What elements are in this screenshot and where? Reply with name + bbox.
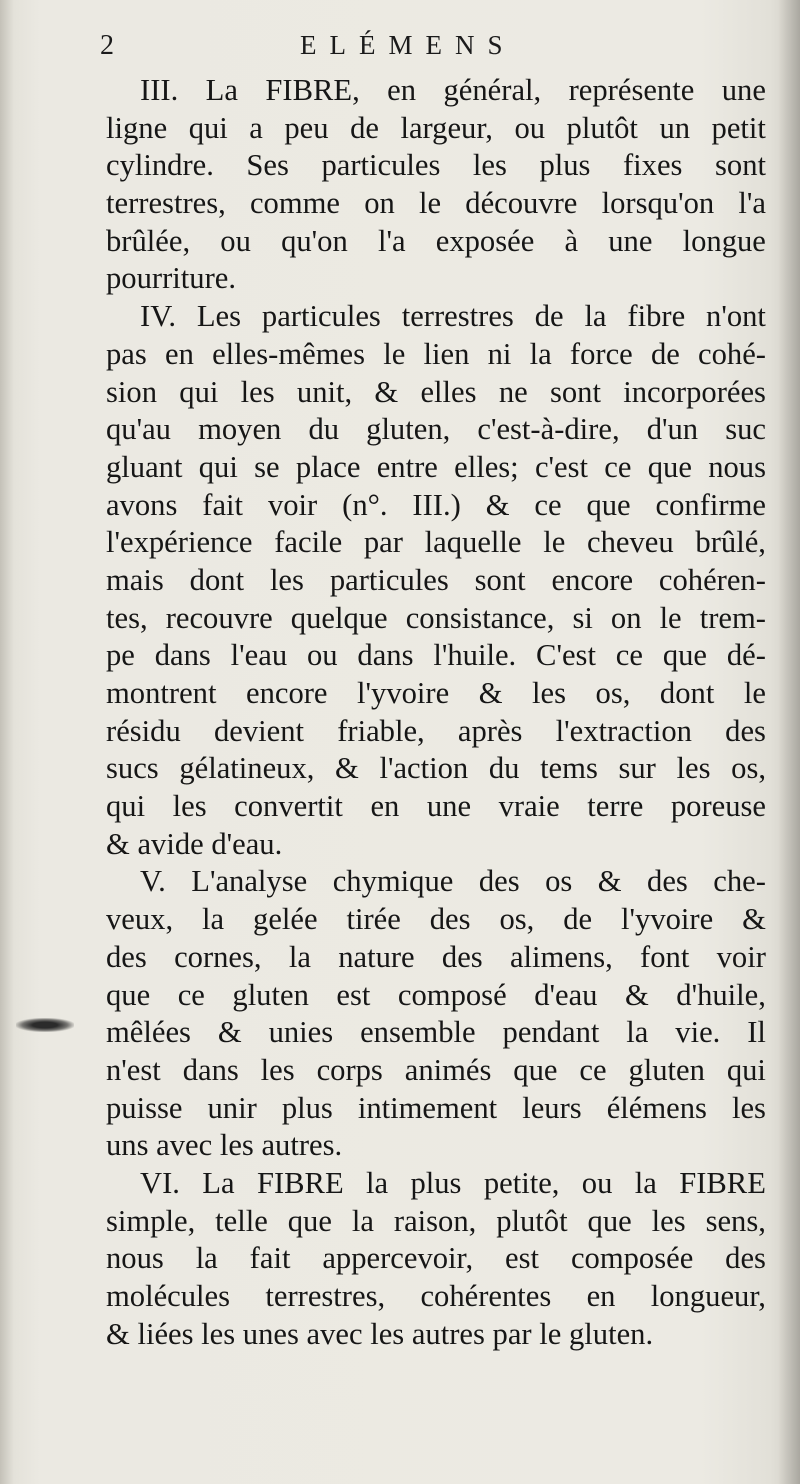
text-line: molécules terrestres, cohérentes en longueur, (106, 1279, 766, 1313)
text-line: simple, telle que la raison, plutôt que les sens, (106, 1203, 766, 1238)
text-line: mais dont les particules sont encore cohéren- (106, 562, 766, 597)
text-line: gluant qui se place entre elles; c'est ce que nous (106, 449, 766, 484)
text-line: pourriture. (106, 261, 236, 296)
body-text (106, 72, 766, 1353)
running-head (100, 30, 760, 70)
text-line: l'expérience facile par laquelle le cheveu brûlé, (106, 525, 766, 560)
text-line: nous la fait appercevoir, est composée des (106, 1241, 766, 1276)
text-line: tes, recouvre quelque consistance, si on le trem- (106, 600, 766, 635)
text-line: & avide d'eau. (106, 826, 283, 861)
text-line: V. L'analyse chymique des os & des che- (140, 864, 766, 899)
text-line: sucs gélatineux, & l'action du tems sur les os, (106, 751, 766, 786)
text-line: qu'au moyen du gluten, c'est-à-dire, d'un suc (106, 412, 766, 447)
text-line: terrestres, comme on le découvre lorsqu'on l'a (106, 186, 766, 221)
text-line: pe dans l'eau ou dans l'huile. C'est ce que dé- (106, 638, 766, 673)
running-title: ELÉMENS (300, 30, 516, 60)
text-line: que ce gluten est composé d'eau & d'huile, (106, 977, 766, 1012)
text-line: n'est dans les corps animés que ce gluten qui (106, 1052, 766, 1087)
text-line: IV. Les particules terrestres de la fibre n'ont (140, 299, 766, 334)
text-line: des cornes, la nature des alimens, font voir (106, 939, 766, 974)
text-line: VI. La FIBRE la plus petite, ou la FIBRE (140, 1165, 766, 1200)
text-line: III. La FIBRE, en général, représente une (140, 73, 766, 107)
text-line: uns avec les autres. (106, 1128, 343, 1163)
page-number: 2 (100, 30, 114, 61)
text-line: mêlées & unies ensemble pendant la vie. Il (106, 1015, 766, 1050)
text-line: qui les convertit en une vraie terre poreuse (106, 789, 766, 824)
text-line: pas en elles-mêmes le lien ni la force de cohé- (106, 336, 766, 371)
text-line: & liées les unes avec les autres par le gluten. (106, 1316, 654, 1351)
text-line: avons fait voir (n°. III.) & ce que confirme (106, 487, 766, 522)
ink-blot (16, 1018, 74, 1032)
text-line: brûlée, ou qu'on l'a exposée à une longue (106, 223, 766, 258)
gutter-shadow (778, 0, 800, 1484)
text-line: puisse unir plus intimement leurs élémens les (106, 1090, 766, 1125)
text-line: veux, la gelée tirée des os, de l'yvoire & (106, 902, 766, 937)
text-line: ligne qui a peu de largeur, ou plutôt un petit (106, 110, 766, 145)
text-line: cylindre. Ses particules les plus fixes sont (106, 148, 766, 183)
text-line: montrent encore l'yvoire & les os, dont le (106, 676, 766, 710)
text-line: sion qui les unit, & elles ne sont incorporées (106, 374, 766, 409)
text-line: résidu devient friable, après l'extraction des (106, 713, 766, 748)
